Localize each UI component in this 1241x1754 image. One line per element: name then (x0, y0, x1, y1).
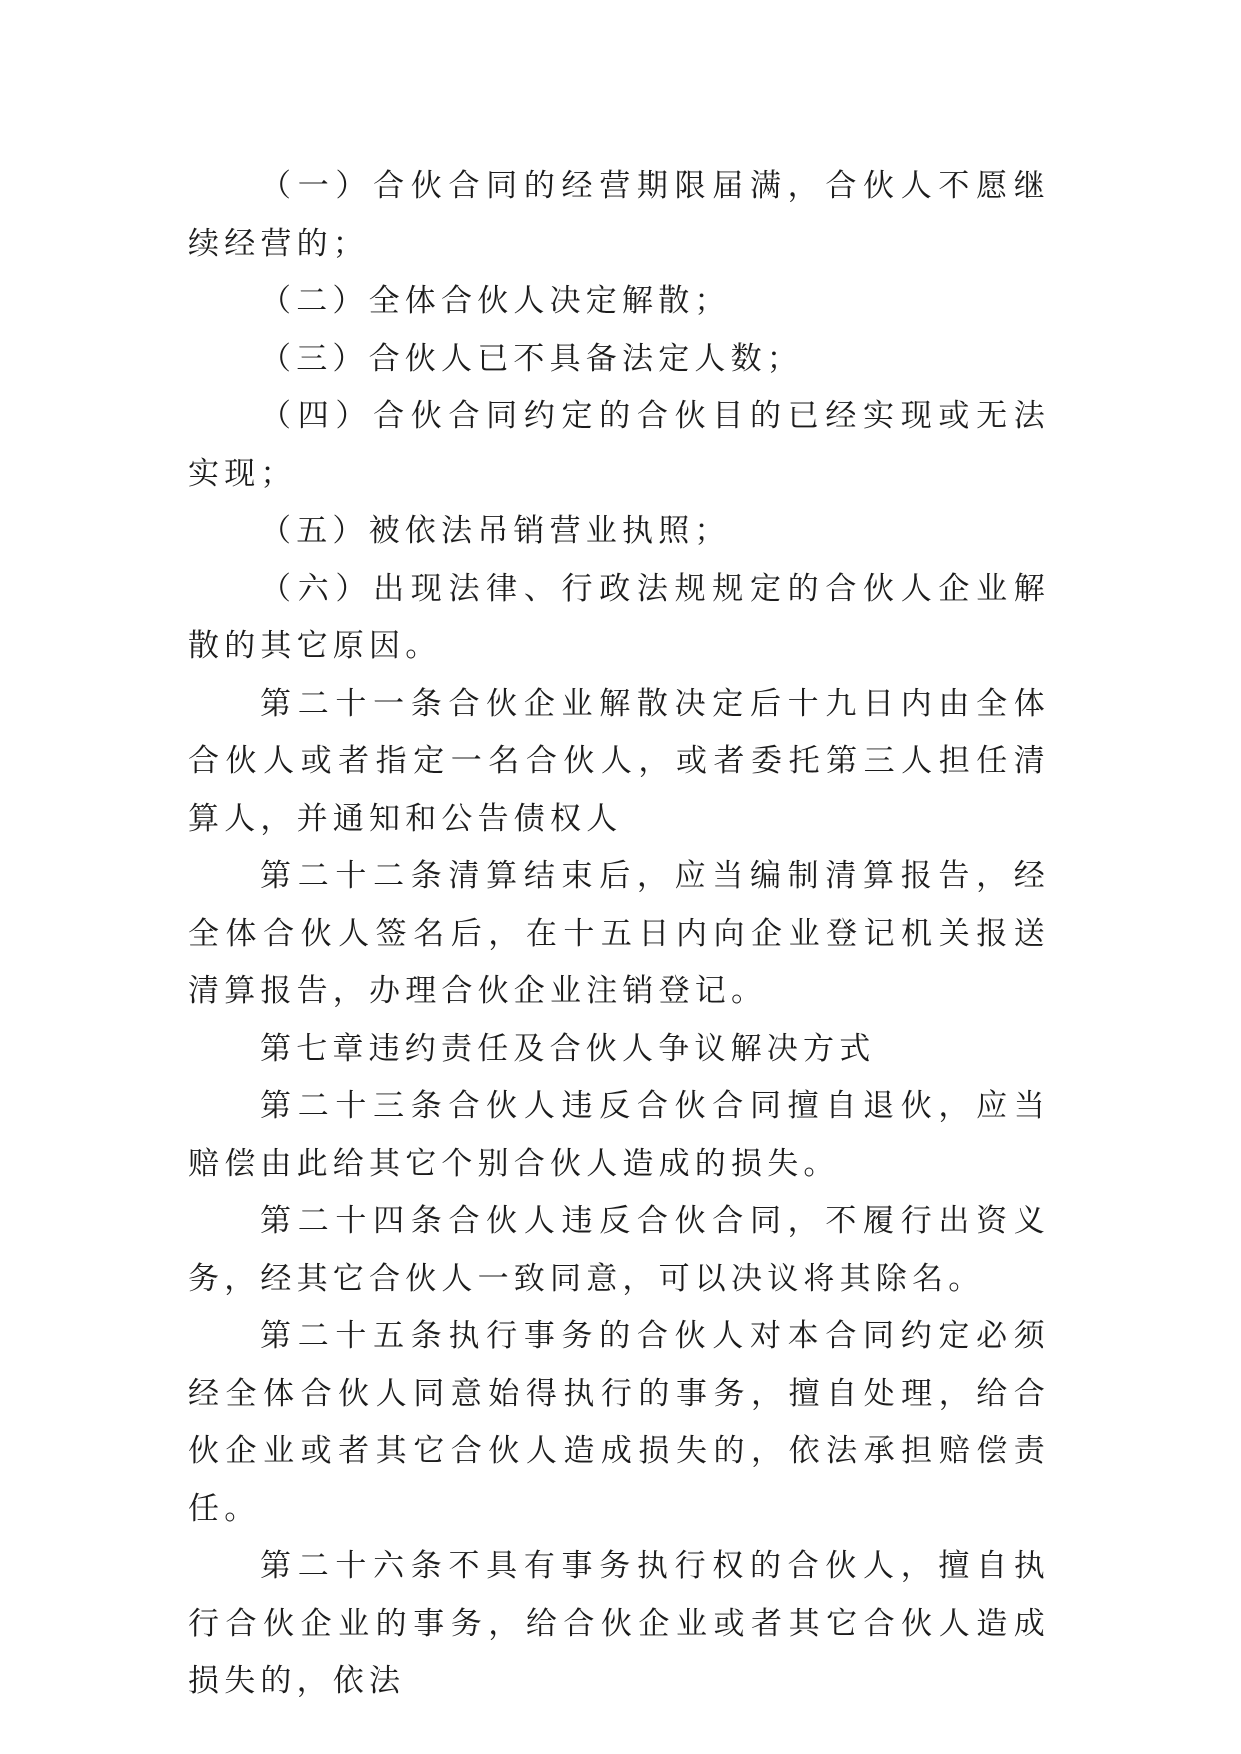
article-23: 第二十三条合伙人违反合伙合同擅自退伙，应当赔偿由此给其它个别合伙人造成的损失。 (188, 1088, 1050, 1182)
clause-item-4: （四）合伙合同约定的合伙目的已经实现或无法实现； (188, 398, 1050, 492)
clause-item-3: （三）合伙人已不具备法定人数； (260, 340, 803, 377)
clause-item-6: （六）出现法律、行政法规规定的合伙人企业解散的其它原因。 (188, 570, 1050, 664)
document-body (188, 158, 1050, 1711)
article-24: 第二十四条合伙人违反合伙合同，不履行出资义务，经其它合伙人一致同意，可以决议将其除名。 (188, 1203, 1050, 1297)
chapter-7-heading: 第七章违约责任及合伙人争议解决方式 (260, 1030, 876, 1067)
article-22: 第二十二条清算结束后，应当编制清算报告，经全体合伙人签名后，在十五日内向企业登记机关报送清算报告，办理合伙企业注销登记。 (188, 858, 1050, 1009)
clause-item-5: （五）被依法吊销营业执照； (260, 513, 731, 549)
article-26: 第二十六条不具有事务执行权的合伙人，擅自执行合伙企业的事务，给合伙企业或者其它合伙人造成损失的，依法 (188, 1548, 1050, 1699)
article-25: 第二十五条执行事务的合伙人对本合同约定必须经全体合伙人同意始得执行的事务，擅自处理，给合伙企业或者其它合伙人造成损失的，依法承担赔偿责任。 (188, 1318, 1050, 1527)
clause-item-2: （二）全体合伙人决定解散； (260, 283, 731, 319)
clause-item-1: （一）合伙合同的经营期限届满，合伙人不愿继续经营的； (188, 168, 1050, 262)
article-21: 第二十一条合伙企业解散决定后十九日内由全体合伙人或者指定一名合伙人，或者委托第三人担任清算人，并通知和公告债权人 (188, 685, 1050, 837)
